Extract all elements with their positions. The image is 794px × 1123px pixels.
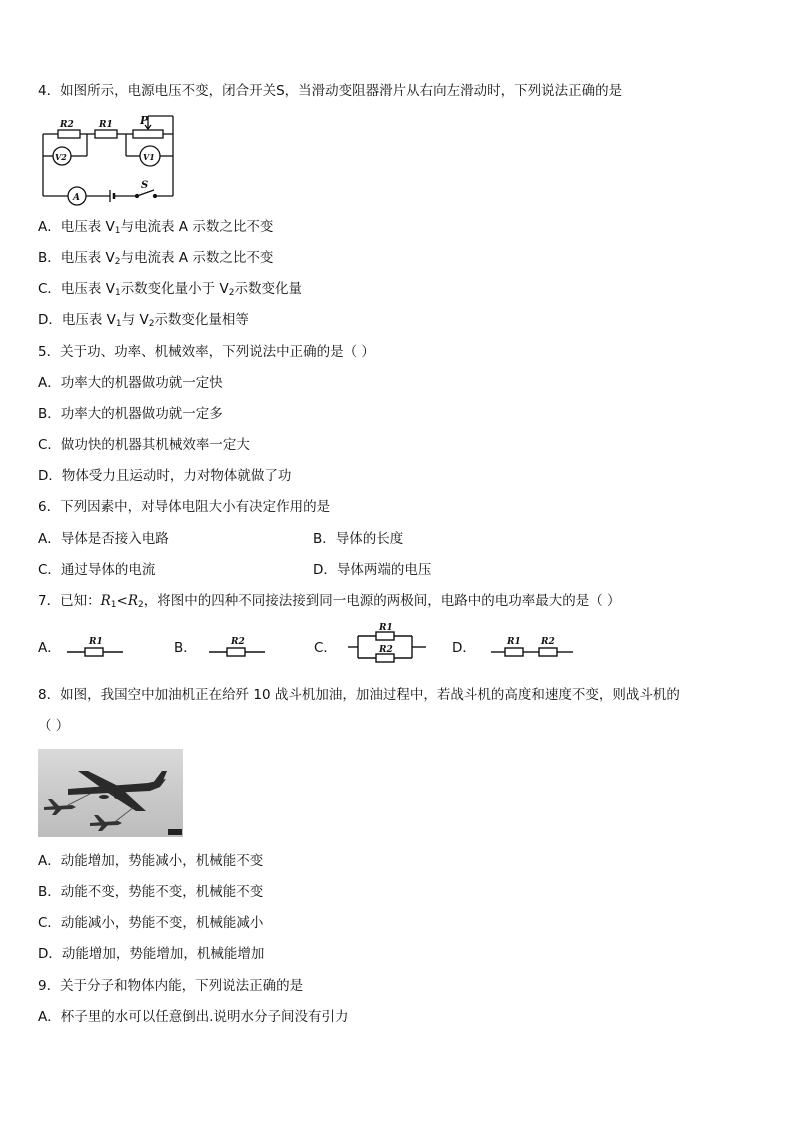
q4-option-c: C．电压表 $V_1$示数变化量小于 $V_2$示数变化量 [38,281,302,298]
q4-option-a: A．电压表 $V_1$与电流表 A 示数之比不变 [38,219,274,236]
q7-option-d-circuit [489,634,575,662]
q7-option-c-letter: C． [314,640,337,656]
q6-option-b: B．导体的长度 [313,531,404,547]
label-v2: V2 [55,152,67,162]
q5-option-a: A．功率大的机器做功就一定快 [38,375,223,391]
q7-option-d-letter: D． [452,640,476,656]
q5-option-d: D．物体受力且运动时，力对物体就做了功 [38,468,292,484]
q7-a-r1-label: R1 [89,637,103,647]
q4-circuit-diagram [38,110,183,206]
label-r1: R1 [99,120,113,130]
q8-option-c: C．动能减小，势能不变，机械能减小 [38,915,264,931]
q7-option-b-letter: B． [174,640,197,656]
q9-stem: 9．关于分子和物体内能，下列说法正确的是 [38,978,304,994]
q7-option-b-circuit [207,634,267,662]
q6-option-d: D．导体两端的电压 [313,562,432,578]
q5-option-c: C．做功快的机器其机械效率一定大 [38,437,250,453]
q7-option-a-circuit [65,634,125,662]
refueling-aircraft-photo [38,749,183,837]
q7-b-r2-label: R2 [231,637,245,647]
label-s: S [141,180,149,191]
q8-option-d: D．动能增加，势能增加，机械能增加 [38,946,265,962]
q7-option-c-circuit [346,622,428,668]
q7-c-r1-label: R1 [379,623,393,633]
q4-option-b: B．电压表 $V_2$与电流表 A 示数之比不变 [38,250,274,267]
q4-option-d: D．电压表 $V_1$与 $V_2$示数变化量相等 [38,312,249,329]
q8-option-b: B．动能不变，势能不变，机械能不变 [38,884,264,900]
q8-stem: 8．如图，我国空中加油机正在给歼 10 战斗机加油，加油过程中，若战斗机的高度和速度不变，则战斗机的 [38,687,680,703]
q7-d-r2-label: R2 [541,637,555,647]
label-a: A [73,193,80,203]
q7-stem: 7．已知：$R_1<R_2$，将图中的四种不同接法接到同一电源的两极间，电路中的电功率最大的是（ ） [38,593,621,610]
label-r2: R2 [60,120,74,130]
q5-stem: 5．关于功、功率、机械效率，下列说法中正确的是（ ） [38,344,375,360]
label-p: P [140,114,149,127]
q7-option-a-letter: A． [38,640,61,656]
q6-option-c: C．通过导体的电流 [38,562,156,578]
q6-option-a: A．导体是否接入电路 [38,531,169,547]
q8-option-a: A．动能增加，势能减小，机械能不变 [38,853,264,869]
q9-option-a: A．杯子里的水可以任意倒出.说明水分子间没有引力 [38,1009,349,1025]
q7-d-r1-label: R1 [507,637,521,647]
q7-c-r2-label: R2 [379,645,393,655]
q5-option-b: B．功率大的机器做功就一定多 [38,406,223,422]
q6-stem: 6．下列因素中，对导体电阻大小有决定作用的是 [38,499,331,515]
q8-paren: （ ） [38,718,70,734]
q4-stem: 4．如图所示，电源电压不变，闭合开关S，当滑动变阻器滑片从右向左滑动时，下列说法正确的是 [38,83,623,99]
label-v1: V1 [143,152,155,162]
